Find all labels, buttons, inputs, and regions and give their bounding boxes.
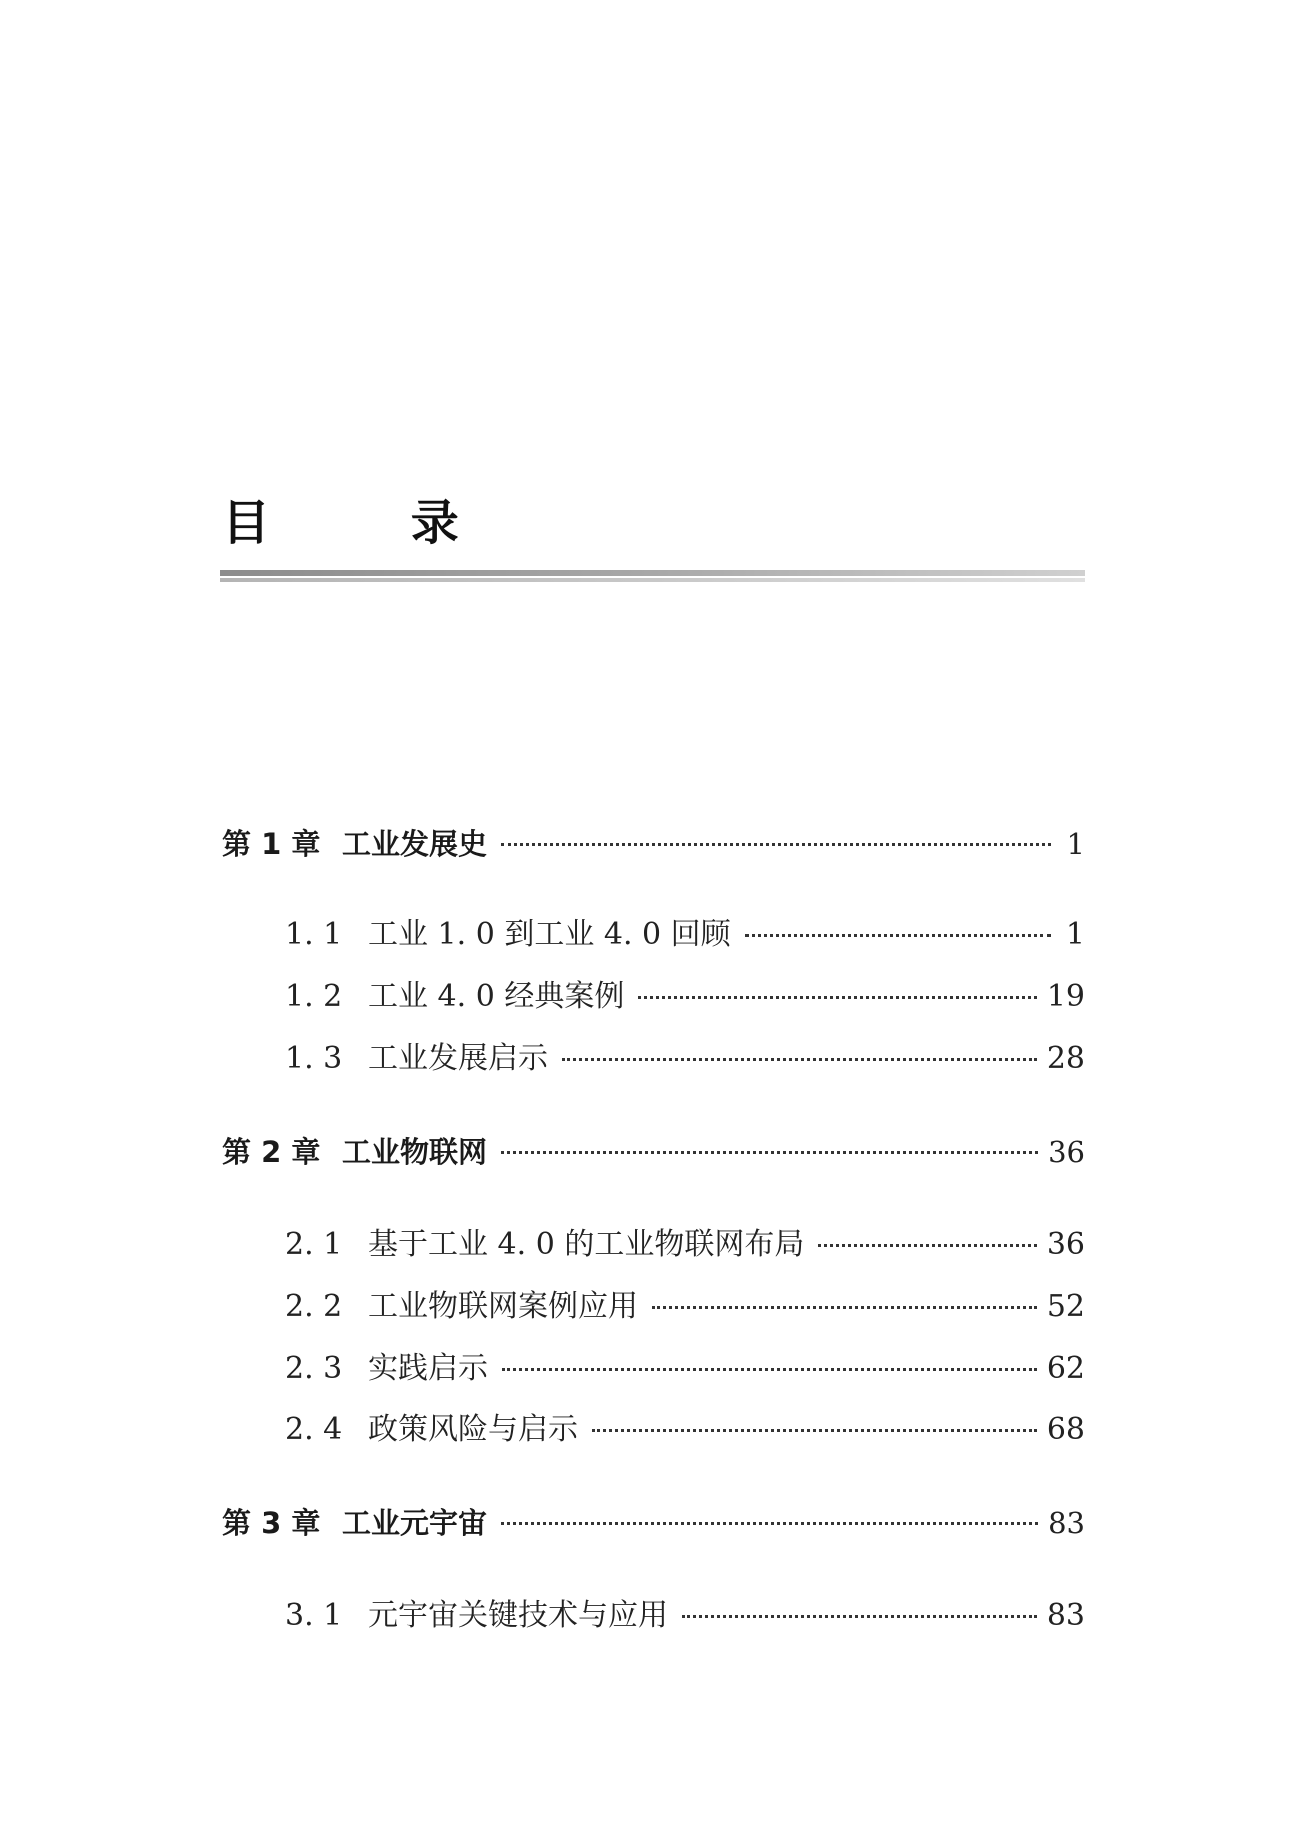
toc-section-title: 工业物联网案例应用 (368, 1289, 638, 1324)
toc-section-title: 政策风险与启示 (368, 1412, 578, 1447)
toc-section-number: 2. 4 (285, 1412, 343, 1447)
toc-page-number: 62 (1046, 1351, 1085, 1386)
toc-chapter-number: 第 1 章 (222, 827, 321, 861)
toc-chapter-number: 第 2 章 (222, 1135, 321, 1169)
toc-section-title: 工业 1. 0 到工业 4. 0 回顾 (368, 917, 731, 952)
toc-section-title: 基于工业 4. 0 的工业物联网布局 (368, 1227, 805, 1262)
toc-section-title: 实践启示 (368, 1351, 488, 1386)
toc-section-number: 1. 3 (285, 1041, 343, 1076)
toc-section-number: 1. 2 (285, 979, 343, 1014)
toc-section-number: 3. 1 (285, 1598, 343, 1633)
toc-section-2-3[interactable] (285, 1349, 1085, 1389)
toc-dot-leader (818, 1244, 1036, 1247)
toc-section-number: 2. 2 (285, 1289, 343, 1324)
toc-dot-leader (501, 1522, 1038, 1525)
toc-page-number: 36 (1046, 1227, 1085, 1262)
toc-section-title: 元宇宙关键技术与应用 (368, 1598, 668, 1633)
toc-dot-leader (501, 1151, 1038, 1154)
toc-chapter-title: 工业物联网 (342, 1135, 488, 1169)
toc-section-number: 1. 1 (285, 917, 343, 952)
toc-dot-leader (502, 1368, 1037, 1371)
toc-dot-leader (562, 1058, 1037, 1061)
toc-page-number: 19 (1046, 979, 1085, 1014)
toc-dot-leader (592, 1429, 1037, 1432)
toc-page-number: 52 (1046, 1289, 1085, 1324)
toc-dot-leader (652, 1306, 1037, 1309)
toc-section-1-3[interactable] (285, 1039, 1085, 1079)
toc-section-1-1[interactable] (285, 915, 1085, 955)
toc-section-number: 2. 1 (285, 1227, 343, 1262)
toc-page-number: 36 (1048, 1135, 1085, 1169)
toc-section-title: 工业发展启示 (368, 1041, 548, 1076)
toc-section-2-2[interactable] (285, 1287, 1085, 1327)
toc-chapter-2[interactable] (222, 1132, 1085, 1172)
toc-page-number: 83 (1046, 1598, 1085, 1633)
toc-dot-leader (501, 843, 1051, 846)
toc-dot-leader (682, 1615, 1037, 1618)
toc-page-number: 83 (1048, 1506, 1085, 1540)
toc-section-2-1[interactable] (285, 1225, 1085, 1265)
toc-dot-leader (638, 996, 1036, 999)
toc-section-1-2[interactable] (285, 977, 1085, 1017)
toc-page-number: 28 (1046, 1041, 1085, 1076)
toc-chapter-3[interactable] (222, 1503, 1085, 1543)
toc-section-3-1[interactable] (285, 1596, 1085, 1636)
toc-section-2-4[interactable] (285, 1410, 1085, 1450)
page-title: 目 录 (222, 495, 521, 551)
toc-chapter-1[interactable] (222, 824, 1085, 864)
toc-chapter-title: 工业元宇宙 (342, 1506, 488, 1540)
toc-page-number: 1 (1065, 917, 1085, 952)
toc-page-number: 68 (1046, 1412, 1085, 1447)
toc-chapter-title: 工业发展史 (342, 827, 488, 861)
toc-page-number: 1 (1066, 827, 1085, 861)
toc-section-title: 工业 4. 0 经典案例 (368, 979, 625, 1014)
toc-chapter-number: 第 3 章 (222, 1506, 321, 1540)
toc-dot-leader (745, 934, 1051, 937)
toc-section-number: 2. 3 (285, 1351, 343, 1386)
